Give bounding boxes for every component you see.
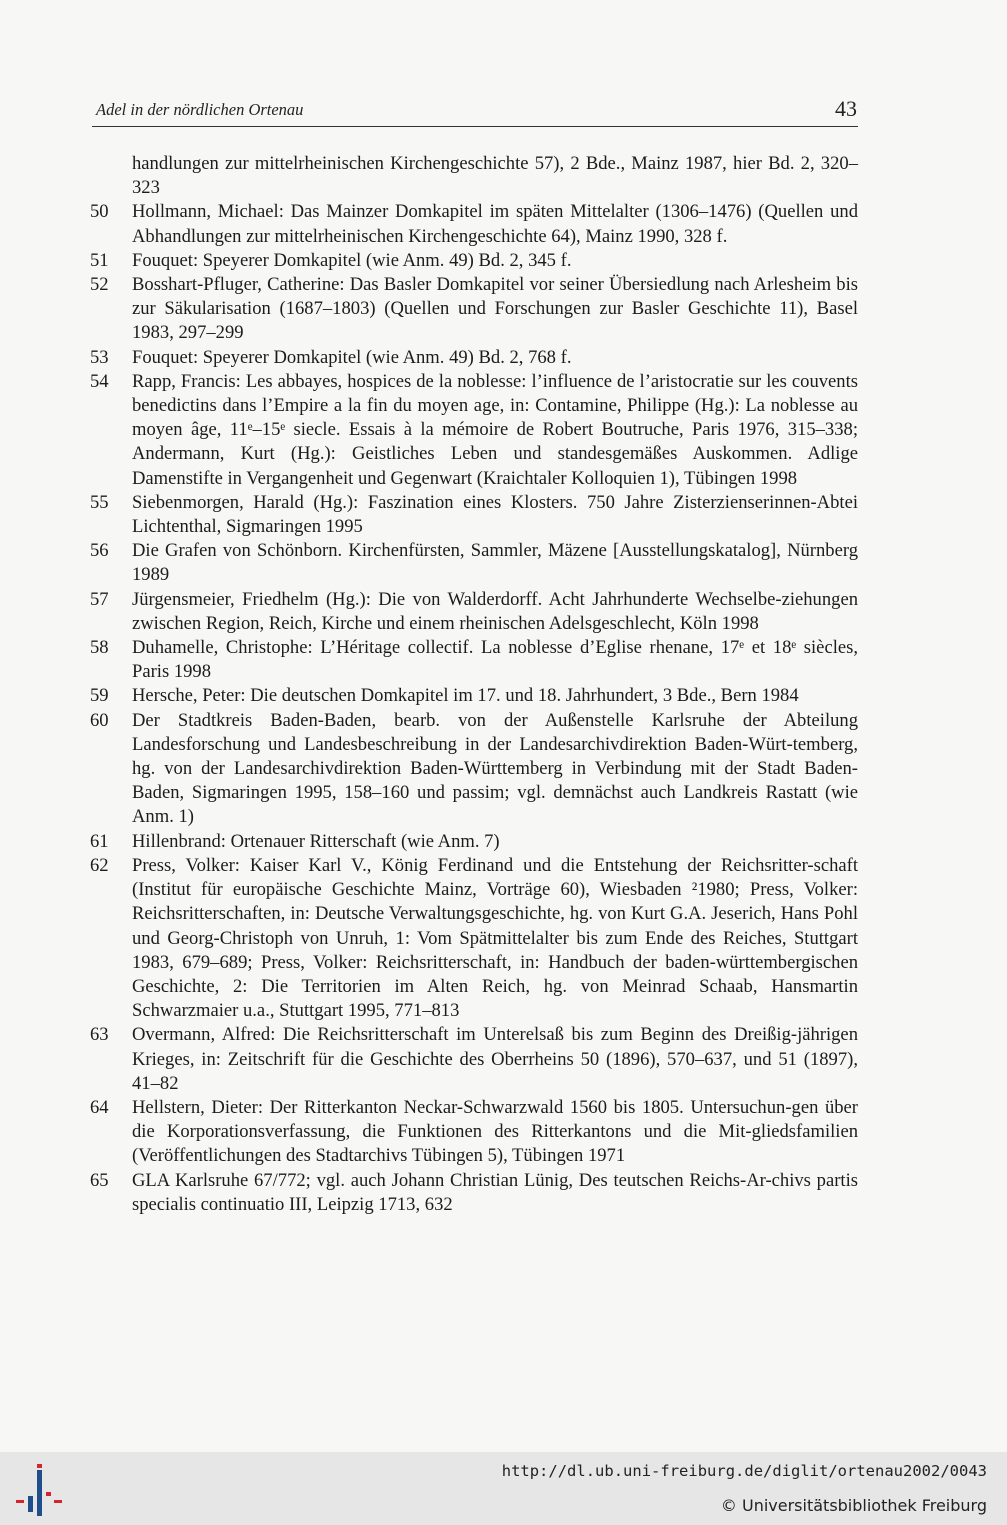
footnote-text: Press, Volker: Kaiser Karl V., König Ferdinand und die Entstehung der Reichsritter-schaft (Institut für europäische Geschichte Mainz, Vorträge 60), Wiesbaden ²1980; Press, Volker: Reichsritterschaften, in: Deutsche Verwaltungsgeschichte, hg. von Kurt G.A. Jeserich, Hans Pohl und Georg-Christoph von Unruh, 1: Vom Spätmittelalter bis zum Ende des Reiches, Stuttgart 1983, 679–689; Press, Volker: Reichsritterschaft, in: Handbuch der baden-württembergischen Geschichte, 2: Die Territorien im Alten Reich, hg. von Meinrad Schaab, Hansmartin Schwarzmaier u.a., Stuttgart 1995, 771–813	[132, 854, 858, 1022]
page-number: 43	[835, 96, 857, 121]
footnote-number: 64	[90, 1096, 109, 1118]
footnote	[90, 539, 858, 587]
footnote	[90, 1169, 858, 1217]
footnote-text: Rapp, Francis: Les abbayes, hospices de la noblesse: l’influence de l’aristocratie sur les couvents benedictins dans l’Empire a la fin du moyen age, in: Contamine, Philippe (Hg.): La noblesse au moyen âge, 11ᵉ–15ᵉ siecle. Essais à la mémoire de Robert Boutruche, Paris 1976, 315–338; Andermann, Kurt (Hg.): Geistliches Leben und standesgemäßes Auskommen. Adlige Damenstifte in Vergangenheit und Gegenwart (Kraichtaler Kolloquien 1), Tübingen 1998	[132, 370, 858, 489]
footnote-text: Hillenbrand: Ortenauer Ritterschaft (wie Anm. 7)	[132, 830, 500, 852]
footnote-text: Fouquet: Speyerer Domkapitel (wie Anm. 49) Bd. 2, 345 f.	[132, 249, 572, 271]
running-title: Adel in der nördlichen Ortenau	[96, 100, 304, 119]
footnote	[90, 1096, 858, 1169]
footnote-number: 54	[90, 370, 109, 392]
footnote	[90, 830, 858, 854]
footnote-text: Siebenmorgen, Harald (Hg.): Faszination eines Klosters. 750 Jahre Zisterzienserinnen-Abtei Lichtenthal, Sigmaringen 1995	[132, 491, 858, 538]
footnote-number: 58	[90, 637, 109, 659]
footnote-text: Bosshart-Pfluger, Catherine: Das Basler Domkapitel vor seiner Übersiedlung nach Arlesheim bis zur Säkularisation (1687–1803) (Quellen und Forschungen zur Basler Geschichte 11), Basel 1983, 297–299	[132, 274, 858, 344]
footnote	[90, 854, 858, 1023]
footnote-text: Hersche, Peter: Die deutschen Domkapitel im 17. und 18. Jahrhundert, 3 Bde., Bern 1984	[132, 685, 799, 707]
permalink-link[interactable]: http://dl.ub.uni-freiburg.de/diglit/ortenau2002/0043	[501, 1462, 987, 1480]
footnote-number: 60	[90, 709, 109, 731]
footnote-number: 52	[90, 274, 109, 296]
viewer-footer	[0, 1452, 1007, 1525]
footnote	[90, 709, 858, 830]
footnote	[90, 152, 858, 200]
footnote	[90, 588, 858, 636]
header-rule	[92, 126, 858, 127]
footnote-text: Hollmann, Michael: Das Mainzer Domkapitel im späten Mittelalter (1306–1476) (Quellen und Abhandlungen zur mittelrheinischen Kirchengeschichte 64), Mainz 1990, 328 f.	[132, 201, 858, 247]
footnote-text: Hellstern, Dieter: Der Ritterkanton Neckar-Schwarzwald 1560 bis 1805. Untersuchun-gen über die Korporationsverfassung, die Funktionen des Ritterkantons und die Mit-gliedsfamilien (Veröffentlichungen des Stadtarchivs Tübingen 5), Tübingen 1971	[132, 1096, 858, 1167]
footnote-number: 51	[90, 249, 109, 271]
footnote	[90, 636, 858, 684]
footnote-text: Duhamelle, Christophe: L’Héritage collectif. La noblesse d’Eglise rhenane, 17ᵉ et 18ᵉ siècles, Paris 1998	[132, 637, 858, 683]
ub-freiburg-logo-icon	[10, 1462, 66, 1518]
footnote	[90, 684, 858, 708]
footnote-number: 65	[90, 1169, 109, 1191]
footnote-number: 59	[90, 685, 109, 707]
footnote	[90, 491, 858, 539]
footnote-text: handlungen zur mittelrheinischen Kirchengeschichte 57), 2 Bde., Mainz 1987, hier Bd. 2, 320–323	[132, 153, 858, 199]
footnote-text: GLA Karlsruhe 67/772; vgl. auch Johann Christian Lünig, Des teutschen Reichs-Ar-chivs partis specialis continuatio III, Leipzig 1713, 632	[132, 1169, 858, 1215]
footnote	[90, 273, 858, 346]
footnote	[90, 370, 858, 491]
footnote-number: 61	[90, 830, 109, 852]
footnote-number: 57	[90, 588, 109, 610]
footnote-number: 50	[90, 201, 109, 223]
footnote-text: Der Stadtkreis Baden-Baden, bearb. von der Außenstelle Karlsruhe der Abteilung Landesforschung und Landesbeschreibung in der Landesarchivdirektion Baden-Würt-temberg, hg. von der Landesarchivdirektion Baden-Württemberg in Verbindung mit der Stadt Baden-Baden, Sigmaringen 1995, 158–160 und passim; vgl. demnächst auch Landkreis Rastatt (wie Anm. 1)	[132, 709, 858, 828]
footnote-number: 56	[90, 540, 109, 562]
footnote-text: Jürgensmeier, Friedhelm (Hg.): Die von Walderdorff. Acht Jahrhunderte Wechselbe-ziehungen zwischen Region, Reich, Kirche und einem rheinischen Adelsgeschlecht, Köln 1998	[132, 588, 858, 634]
footnote-list	[90, 152, 858, 1217]
footnote-text: Fouquet: Speyerer Domkapitel (wie Anm. 49) Bd. 2, 768 f.	[132, 346, 572, 368]
footnote-number: 53	[90, 346, 109, 368]
footnote	[90, 249, 858, 273]
footnote-number: 55	[90, 491, 109, 513]
footnote-text: Die Grafen von Schönborn. Kirchenfürsten, Sammler, Mäzene [Ausstellungskatalog], Nürnberg 1989	[132, 540, 858, 586]
footnote	[90, 1023, 858, 1096]
footnote	[90, 346, 858, 370]
footnote	[90, 200, 858, 248]
copyright-text: © Universitätsbibliothek Freiburg	[720, 1496, 987, 1515]
footnote-number: 62	[90, 854, 109, 876]
footnote-text: Overmann, Alfred: Die Reichsritterschaft im Unterelsaß bis zum Beginn des Dreißig-jährigen Krieges, in: Zeitschrift für die Geschichte des Oberrheins 50 (1896), 570–637, und 51 (1897), 41–82	[132, 1024, 858, 1094]
footnote-number: 63	[90, 1024, 109, 1046]
